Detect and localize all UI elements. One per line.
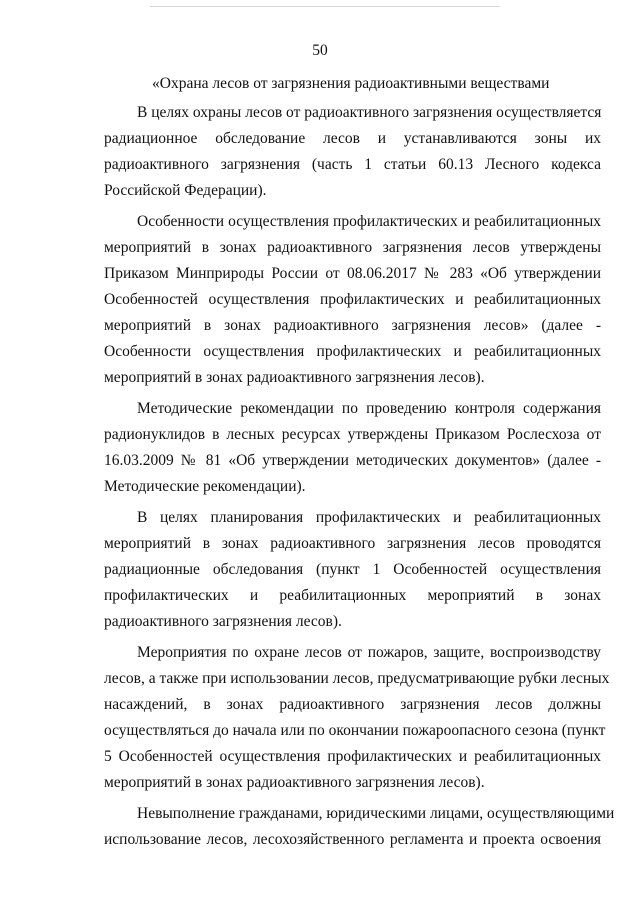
text-line: 16.03.2009 № 81 «Об утверждении методических документов» (далее - <box>104 452 601 469</box>
body-text <box>104 100 615 858</box>
text-line: В целях планирования профилактических и реабилитационных <box>137 509 601 526</box>
text-line: мероприятий в зонах радиоактивного загрязнения лесов). <box>104 774 485 791</box>
text-line: радиоактивного загрязнения лесов). <box>104 613 342 630</box>
text-line: Методические рекомендации). <box>104 478 306 495</box>
paragraph <box>104 100 601 204</box>
paragraph <box>104 396 601 500</box>
text-line: мероприятий в зонах радиоактивного загрязнения лесов» (далее - <box>104 317 601 334</box>
text-line: Особенности осуществления профилактических и реабилитационных <box>104 343 601 360</box>
text-line: Приказом Минприроды России от 08.06.2017 № 283 «Об утверждении <box>104 265 601 282</box>
text-line: осуществляться до начала или по окончании пожароопасного сезона (пункт <box>104 722 606 739</box>
text-line: Особенности осуществления профилактических и реабилитационных <box>137 213 601 230</box>
text-line: лесов, а также при использовании лесов, предусматривающие рубки лесных <box>104 670 610 687</box>
page-number: 50 <box>312 42 328 59</box>
text-line: мероприятий в зонах радиоактивного загрязнения лесов). <box>104 369 485 386</box>
text-line: 5 Особенностей осуществления профилактических и реабилитационных <box>104 748 601 765</box>
text-line: Методические рекомендации по проведению контроля содержания <box>137 400 601 417</box>
scan-top-edge <box>150 6 500 7</box>
paragraph <box>104 640 610 796</box>
text-line: профилактических и реабилитационных мероприятий в зонах <box>104 587 601 604</box>
text-line: радионуклидов в лесных ресурсах утверждены Приказом Рослесхоза от <box>104 426 601 443</box>
paragraph <box>104 801 615 853</box>
paragraph <box>104 505 601 635</box>
text-line: Невыполнение гражданами, юридическими лицами, осуществляющими <box>137 805 615 822</box>
text-line: насаждений, в зонах радиоактивного загрязнения лесов должны <box>104 696 601 713</box>
text-line: радиоактивного загрязнения (часть 1 статьи 60.13 Лесного кодекса <box>104 156 601 173</box>
text-line: радиационные обследования (пункт 1 Особенностей осуществления <box>104 561 601 578</box>
paragraph <box>104 209 601 391</box>
text-line: использование лесов, лесохозяйственного регламента и проекта освоения <box>104 831 601 848</box>
text-line: радиационное обследование лесов и устанавливаются зоны их <box>104 130 601 147</box>
text-line: В целях охраны лесов от радиоактивного загрязнения осуществляется <box>137 104 602 121</box>
text-line: мероприятий в зонах радиоактивного загрязнения лесов проводятся <box>104 535 601 552</box>
text-line: Особенностей осуществления профилактических и реабилитационных <box>104 291 601 308</box>
text-line: мероприятий в зонах радиоактивного загрязнения лесов утверждены <box>104 239 601 256</box>
text-line: Мероприятия по охране лесов от пожаров, защите, воспроизводству <box>137 644 601 661</box>
text-line: Российской Федерации). <box>104 182 267 199</box>
section-heading: «Охрана лесов от загрязнения радиоактивными веществами <box>152 75 550 92</box>
